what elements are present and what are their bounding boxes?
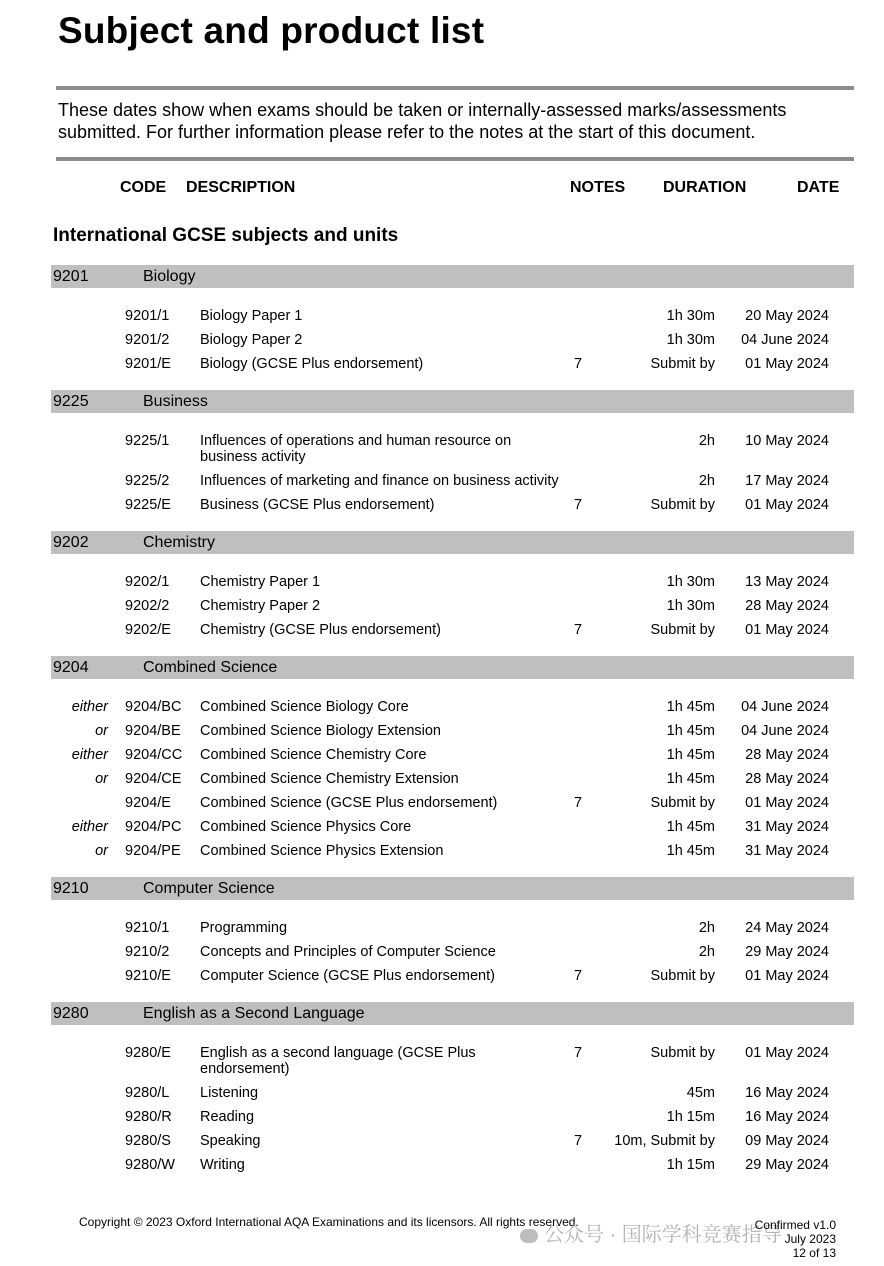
unit-duration: 1h 30m: [666, 574, 715, 590]
unit-row: [0, 1157, 884, 1173]
unit-description: Writing: [200, 1157, 245, 1173]
unit-date: 24 May 2024: [745, 920, 829, 936]
unit-date: 28 May 2024: [745, 771, 829, 787]
unit-description: Biology Paper 2: [200, 332, 303, 348]
unit-row: [0, 356, 884, 372]
unit-duration: 2h: [698, 433, 715, 449]
unit-qualifier: or: [95, 723, 108, 739]
subject-header: [51, 390, 854, 413]
unit-row: [0, 795, 884, 811]
unit-date: 29 May 2024: [745, 944, 829, 960]
unit-code: 9204/PE: [125, 843, 181, 859]
unit-date: 31 May 2024: [745, 819, 829, 835]
column-header-code: CODE: [120, 179, 167, 196]
column-header-date: DATE: [797, 179, 840, 196]
unit-note: 7: [574, 795, 583, 811]
unit-duration: 1h 30m: [666, 332, 715, 348]
unit-description: Influences of operations and human resource on business activity: [200, 433, 512, 465]
section-title: International GCSE subjects and units: [53, 225, 399, 246]
unit-description: Business (GCSE Plus endorsement): [200, 497, 435, 513]
unit-description: Chemistry (GCSE Plus endorsement): [200, 622, 441, 638]
intro-divider: [56, 157, 854, 161]
unit-row: [0, 968, 884, 984]
unit-date: 16 May 2024: [745, 1085, 829, 1101]
unit-duration: Submit by: [650, 622, 715, 638]
unit-date: 31 May 2024: [745, 843, 829, 859]
unit-note: 7: [574, 356, 583, 372]
unit-qualifier: or: [95, 771, 108, 787]
column-header-notes: NOTES: [570, 179, 626, 196]
unit-note: 7: [574, 1045, 583, 1061]
unit-code: 9280/W: [125, 1157, 175, 1173]
unit-list: [0, 413, 884, 531]
unit-duration: 1h 45m: [666, 771, 715, 787]
unit-date: 16 May 2024: [745, 1109, 829, 1125]
unit-date: 10 May 2024: [745, 433, 829, 449]
unit-duration: Submit by: [650, 1045, 715, 1061]
unit-description: Influences of marketing and finance on business activity: [200, 473, 559, 489]
subject-name: English as a Second Language: [143, 1005, 365, 1022]
unit-list: [0, 1025, 884, 1191]
unit-code: 9202/2: [125, 598, 170, 614]
unit-note: 7: [574, 968, 583, 984]
unit-duration: 2h: [698, 920, 715, 936]
unit-duration: 1h 45m: [666, 843, 715, 859]
unit-code: 9280/L: [125, 1085, 170, 1101]
unit-row: [0, 622, 884, 638]
unit-description: Biology (GCSE Plus endorsement): [200, 356, 424, 372]
unit-duration: 1h 30m: [666, 308, 715, 324]
unit-qualifier: either: [71, 819, 108, 835]
unit-code: 9202/E: [125, 622, 171, 638]
unit-description: Combined Science Chemistry Core: [200, 747, 427, 763]
unit-date: 01 May 2024: [745, 497, 829, 513]
unit-code: 9225/2: [125, 473, 170, 489]
unit-code: 9201/1: [125, 308, 170, 324]
unit-duration: Submit by: [650, 795, 715, 811]
unit-description: Chemistry Paper 1: [200, 574, 321, 590]
subject-name: Chemistry: [143, 534, 216, 551]
unit-description: Speaking: [200, 1133, 261, 1149]
unit-row: [0, 723, 884, 739]
unit-code: 9225/E: [125, 497, 171, 513]
unit-code: 9204/BC: [125, 699, 182, 715]
subject-header: [51, 656, 854, 679]
unit-date: 01 May 2024: [745, 795, 829, 811]
unit-row: [0, 308, 884, 324]
unit-row: [0, 843, 884, 859]
unit-description: Combined Science Physics Core: [200, 819, 412, 835]
watermark-text: 公众号 · 国际学科竞赛指导: [544, 1224, 782, 1246]
unit-duration: 1h 45m: [666, 747, 715, 763]
unit-row: [0, 598, 884, 614]
unit-list: [0, 288, 884, 390]
unit-row: [0, 574, 884, 590]
unit-date: 28 May 2024: [745, 598, 829, 614]
unit-row: [0, 332, 884, 348]
unit-duration: Submit by: [650, 968, 715, 984]
unit-duration: 10m, Submit by: [614, 1133, 715, 1149]
unit-qualifier: or: [95, 843, 108, 859]
footer-copyright: Copyright © 2023 Oxford International AQA Examinations and its licensors. All rights reserved.: [79, 1215, 579, 1229]
unit-duration: 1h 45m: [666, 699, 715, 715]
unit-row: [0, 1133, 884, 1149]
wechat-icon: [520, 1229, 538, 1243]
unit-description: Listening: [200, 1085, 259, 1101]
unit-code: 9204/PC: [125, 819, 182, 835]
unit-description: Chemistry Paper 2: [200, 598, 321, 614]
unit-duration: Submit by: [650, 497, 715, 513]
unit-date: 13 May 2024: [745, 574, 829, 590]
unit-code: 9201/E: [125, 356, 171, 372]
unit-note: 7: [574, 622, 583, 638]
footer-version: [755, 1218, 836, 1260]
footer-page-number: 12 of 13: [792, 1246, 836, 1260]
unit-code: 9204/CC: [125, 747, 183, 763]
unit-list: [0, 900, 884, 1002]
unit-duration: 2h: [698, 473, 715, 489]
unit-description: Concepts and Principles of Computer Science: [200, 944, 496, 960]
subject-name: Biology: [143, 268, 196, 285]
unit-qualifier: either: [71, 747, 108, 763]
unit-row: [0, 819, 884, 835]
unit-row: [0, 944, 884, 960]
unit-date: 20 May 2024: [745, 308, 829, 324]
subject-code: 9210: [53, 880, 89, 897]
unit-date: 01 May 2024: [745, 1045, 829, 1061]
unit-date: 01 May 2024: [745, 622, 829, 638]
subject-list: [0, 265, 884, 1191]
subject-header: [51, 877, 854, 900]
subject-code: 9201: [53, 268, 89, 285]
unit-code: 9204/BE: [125, 723, 181, 739]
unit-list: [0, 554, 884, 656]
unit-description: Combined Science Biology Core: [200, 699, 409, 715]
unit-description: Combined Science Biology Extension: [200, 723, 441, 739]
unit-code: 9280/R: [125, 1109, 172, 1125]
unit-code: 9280/S: [125, 1133, 171, 1149]
footer-date: July 2023: [784, 1232, 836, 1246]
unit-description: Biology Paper 1: [200, 308, 303, 324]
unit-date: 01 May 2024: [745, 968, 829, 984]
top-divider: [56, 86, 854, 90]
subject-code: 9204: [53, 659, 89, 676]
watermark: [520, 1218, 782, 1247]
unit-row: [0, 497, 884, 513]
subject-code: 9225: [53, 393, 89, 410]
footer-status: Confirmed v1.0: [754, 1218, 836, 1232]
unit-row: [0, 1045, 884, 1077]
unit-row: [0, 699, 884, 715]
unit-date: 09 May 2024: [745, 1133, 829, 1149]
unit-code: 9225/1: [125, 433, 170, 449]
unit-code: 9210/1: [125, 920, 170, 936]
unit-description: Combined Science (GCSE Plus endorsement): [200, 795, 498, 811]
column-header-duration: DURATION: [663, 179, 747, 196]
unit-code: 9204/CE: [125, 771, 182, 787]
unit-description: Reading: [200, 1109, 255, 1125]
unit-description: Programming: [200, 920, 288, 936]
unit-duration: 2h: [698, 944, 715, 960]
subject-header: [51, 265, 854, 288]
unit-date: 17 May 2024: [745, 473, 829, 489]
unit-row: [0, 1085, 884, 1101]
unit-duration: 45m: [686, 1085, 715, 1101]
unit-duration: 1h 30m: [666, 598, 715, 614]
unit-date: 29 May 2024: [745, 1157, 829, 1173]
unit-qualifier: either: [71, 699, 108, 715]
unit-code: 9201/2: [125, 332, 170, 348]
unit-row: [0, 920, 884, 936]
subject-header: [51, 531, 854, 554]
subject-code: 9280: [53, 1005, 89, 1022]
unit-row: [0, 771, 884, 787]
unit-date: 04 June 2024: [741, 723, 829, 739]
unit-row: [0, 433, 884, 465]
unit-duration: 1h 15m: [666, 1157, 715, 1173]
unit-duration: 1h 45m: [666, 819, 715, 835]
unit-duration: 1h 15m: [666, 1109, 715, 1125]
unit-duration: 1h 45m: [666, 723, 715, 739]
unit-date: 28 May 2024: [745, 747, 829, 763]
unit-description: Combined Science Chemistry Extension: [200, 771, 459, 787]
unit-list: [0, 679, 884, 877]
unit-date: 04 June 2024: [741, 332, 829, 348]
unit-row: [0, 747, 884, 763]
unit-code: 9204/E: [125, 795, 171, 811]
subject-code: 9202: [53, 534, 89, 551]
unit-duration: Submit by: [650, 356, 715, 372]
subject-name: Computer Science: [143, 880, 275, 897]
unit-note: 7: [574, 1133, 583, 1149]
page-title: Subject and product list: [58, 10, 485, 51]
unit-date: 04 June 2024: [741, 699, 829, 715]
unit-description: English as a second language (GCSE Plus endorsement): [200, 1045, 476, 1077]
unit-date: 01 May 2024: [745, 356, 829, 372]
unit-code: 9280/E: [125, 1045, 171, 1061]
unit-row: [0, 473, 884, 489]
unit-code: 9202/1: [125, 574, 170, 590]
unit-note: 7: [574, 497, 583, 513]
unit-code: 9210/2: [125, 944, 170, 960]
unit-description: Combined Science Physics Extension: [200, 843, 444, 859]
subject-name: Business: [143, 393, 208, 410]
subject-header: [51, 1002, 854, 1025]
unit-description: Computer Science (GCSE Plus endorsement): [200, 968, 495, 984]
subject-name: Combined Science: [143, 659, 278, 676]
unit-row: [0, 1109, 884, 1125]
intro-text: These dates show when exams should be taken or internally-assessed marks/assessments submitted. For further information please refer to the notes at the start of this document.: [58, 100, 787, 142]
column-header-description: DESCRIPTION: [186, 179, 296, 196]
unit-code: 9210/E: [125, 968, 171, 984]
